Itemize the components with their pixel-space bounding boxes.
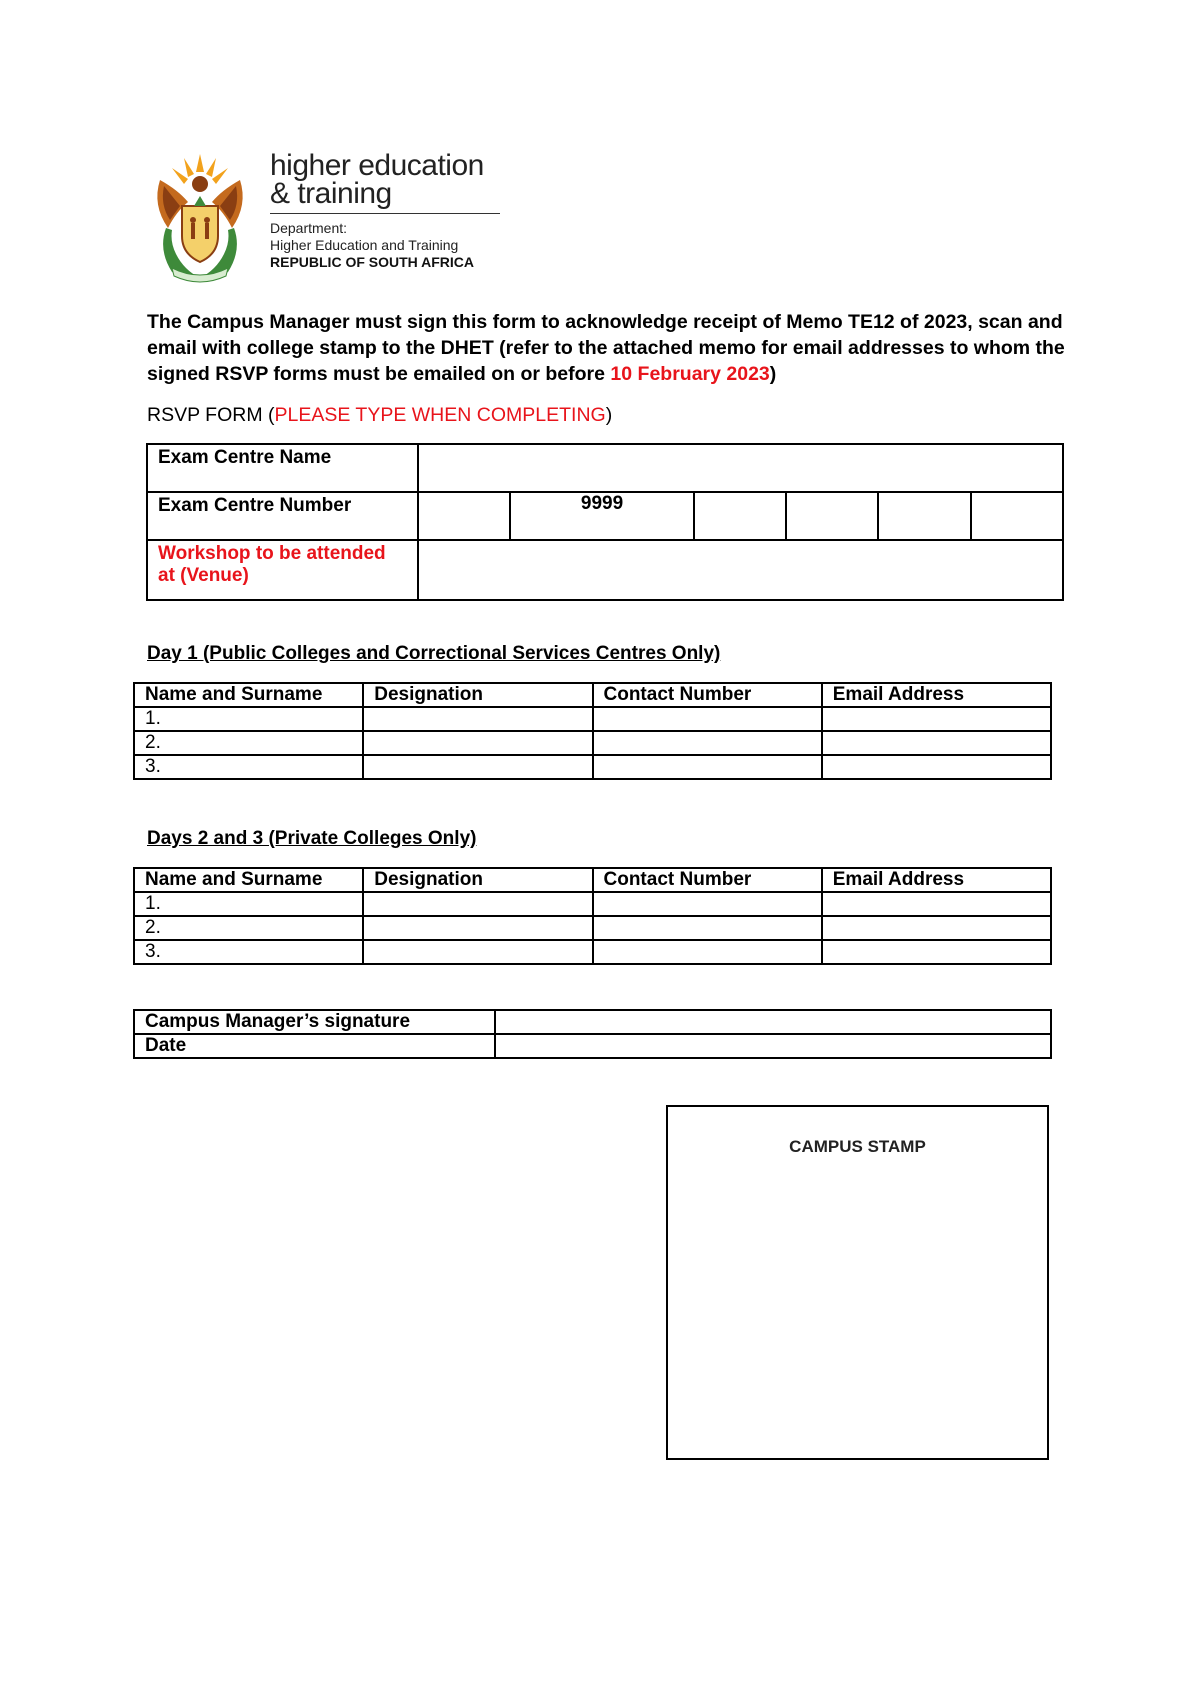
contact-cell[interactable] [593, 707, 822, 731]
instructions-paragraph [147, 309, 1077, 387]
contact-cell[interactable] [593, 731, 822, 755]
email-cell[interactable] [822, 892, 1051, 916]
instructions-close: ) [769, 363, 777, 385]
contact-cell[interactable] [593, 916, 822, 940]
designation-cell[interactable] [363, 755, 592, 779]
contact-cell[interactable] [593, 940, 822, 964]
exam-centre-number-cell[interactable] [971, 492, 1063, 540]
designation-cell[interactable] [363, 707, 592, 731]
campus-stamp-box[interactable] [666, 1105, 1049, 1460]
venue-row [147, 540, 1063, 600]
exam-centre-name-label: Exam Centre Name [147, 444, 418, 492]
exam-centre-name-row [147, 444, 1063, 492]
table-row [134, 755, 1051, 779]
signature-field[interactable] [495, 1010, 1051, 1034]
name-cell[interactable]: 3. [134, 940, 363, 964]
signature-row [134, 1010, 1051, 1034]
signature-label: Campus Manager’s signature [134, 1010, 495, 1034]
contact-cell[interactable] [593, 892, 822, 916]
date-row [134, 1034, 1051, 1058]
exam-centre-number-cell[interactable] [786, 492, 878, 540]
rsvp-suffix: ) [605, 404, 613, 426]
venue-field[interactable] [418, 540, 1063, 600]
column-header: Name and Surname [134, 868, 363, 892]
email-cell[interactable] [822, 707, 1051, 731]
day23-heading: Days 2 and 3 (Private Colleges Only) [147, 828, 477, 849]
column-header: Email Address [822, 868, 1051, 892]
designation-cell[interactable] [363, 892, 592, 916]
column-header: Designation [363, 868, 592, 892]
date-field[interactable] [495, 1034, 1051, 1058]
name-cell[interactable]: 3. [134, 755, 363, 779]
exam-centre-number-cell[interactable]: 9999 [510, 492, 693, 540]
contact-cell[interactable] [593, 755, 822, 779]
email-cell[interactable] [822, 940, 1051, 964]
email-cell[interactable] [822, 755, 1051, 779]
email-cell[interactable] [822, 916, 1051, 940]
logo-divider [270, 213, 500, 214]
designation-cell[interactable] [363, 916, 592, 940]
venue-label: Workshop to be attended at (Venue) [147, 540, 418, 600]
day1-heading: Day 1 (Public Colleges and Correctional Services Centres Only) [147, 643, 721, 664]
designation-cell[interactable] [363, 940, 592, 964]
logo-country: REPUBLIC OF SOUTH AFRICA [270, 254, 475, 270]
day23-attendees-table [133, 867, 1052, 965]
email-cell[interactable] [822, 731, 1051, 755]
column-header: Email Address [822, 683, 1051, 707]
exam-centre-number-row [147, 492, 1063, 540]
exam-centre-number-label: Exam Centre Number [147, 492, 418, 540]
exam-centre-number-cell[interactable] [878, 492, 970, 540]
exam-centre-number-cell[interactable] [694, 492, 786, 540]
exam-centre-name-field[interactable] [418, 444, 1063, 492]
column-header: Contact Number [593, 868, 822, 892]
logo-title-line2: & training [270, 177, 392, 210]
table-header-row [134, 868, 1051, 892]
table-row [134, 940, 1051, 964]
logo-title-line1: higher education [270, 149, 484, 182]
table-header-row [134, 683, 1051, 707]
designation-cell[interactable] [363, 731, 592, 755]
date-label: Date [134, 1034, 495, 1058]
logo-dept-name: Higher Education and Training [270, 237, 459, 253]
rsvp-instruction: PLEASE TYPE WHEN COMPLETING [274, 404, 606, 426]
name-cell[interactable]: 2. [134, 916, 363, 940]
coat-of-arms-icon [150, 150, 250, 285]
exam-centre-table [146, 443, 1064, 601]
column-header: Name and Surname [134, 683, 363, 707]
name-cell[interactable]: 1. [134, 892, 363, 916]
department-logo [150, 150, 510, 290]
logo-text [270, 149, 510, 271]
exam-centre-number-cell[interactable] [418, 492, 510, 540]
table-row [134, 731, 1051, 755]
instructions-text: The Campus Manager must sign this form to acknowledge receipt of Memo TE12 of 2023, scan and email with college stamp to the DHET (refer to the attached memo for email addresses to whom the signed RSVP forms must be emailed on or before [147, 311, 1065, 385]
logo-dept-label: Department: [270, 220, 348, 236]
name-cell[interactable]: 2. [134, 731, 363, 755]
column-header: Contact Number [593, 683, 822, 707]
deadline-date: 10 February 2023 [610, 363, 770, 385]
column-header: Designation [363, 683, 592, 707]
table-row [134, 707, 1051, 731]
table-row [134, 892, 1051, 916]
signature-table [133, 1009, 1052, 1059]
campus-stamp-label: CAMPUS STAMP [789, 1137, 926, 1156]
rsvp-prefix: RSVP FORM ( [147, 404, 275, 426]
name-cell[interactable]: 1. [134, 707, 363, 731]
day1-attendees-table [133, 682, 1052, 780]
table-row [134, 916, 1051, 940]
rsvp-form-title [147, 402, 612, 428]
